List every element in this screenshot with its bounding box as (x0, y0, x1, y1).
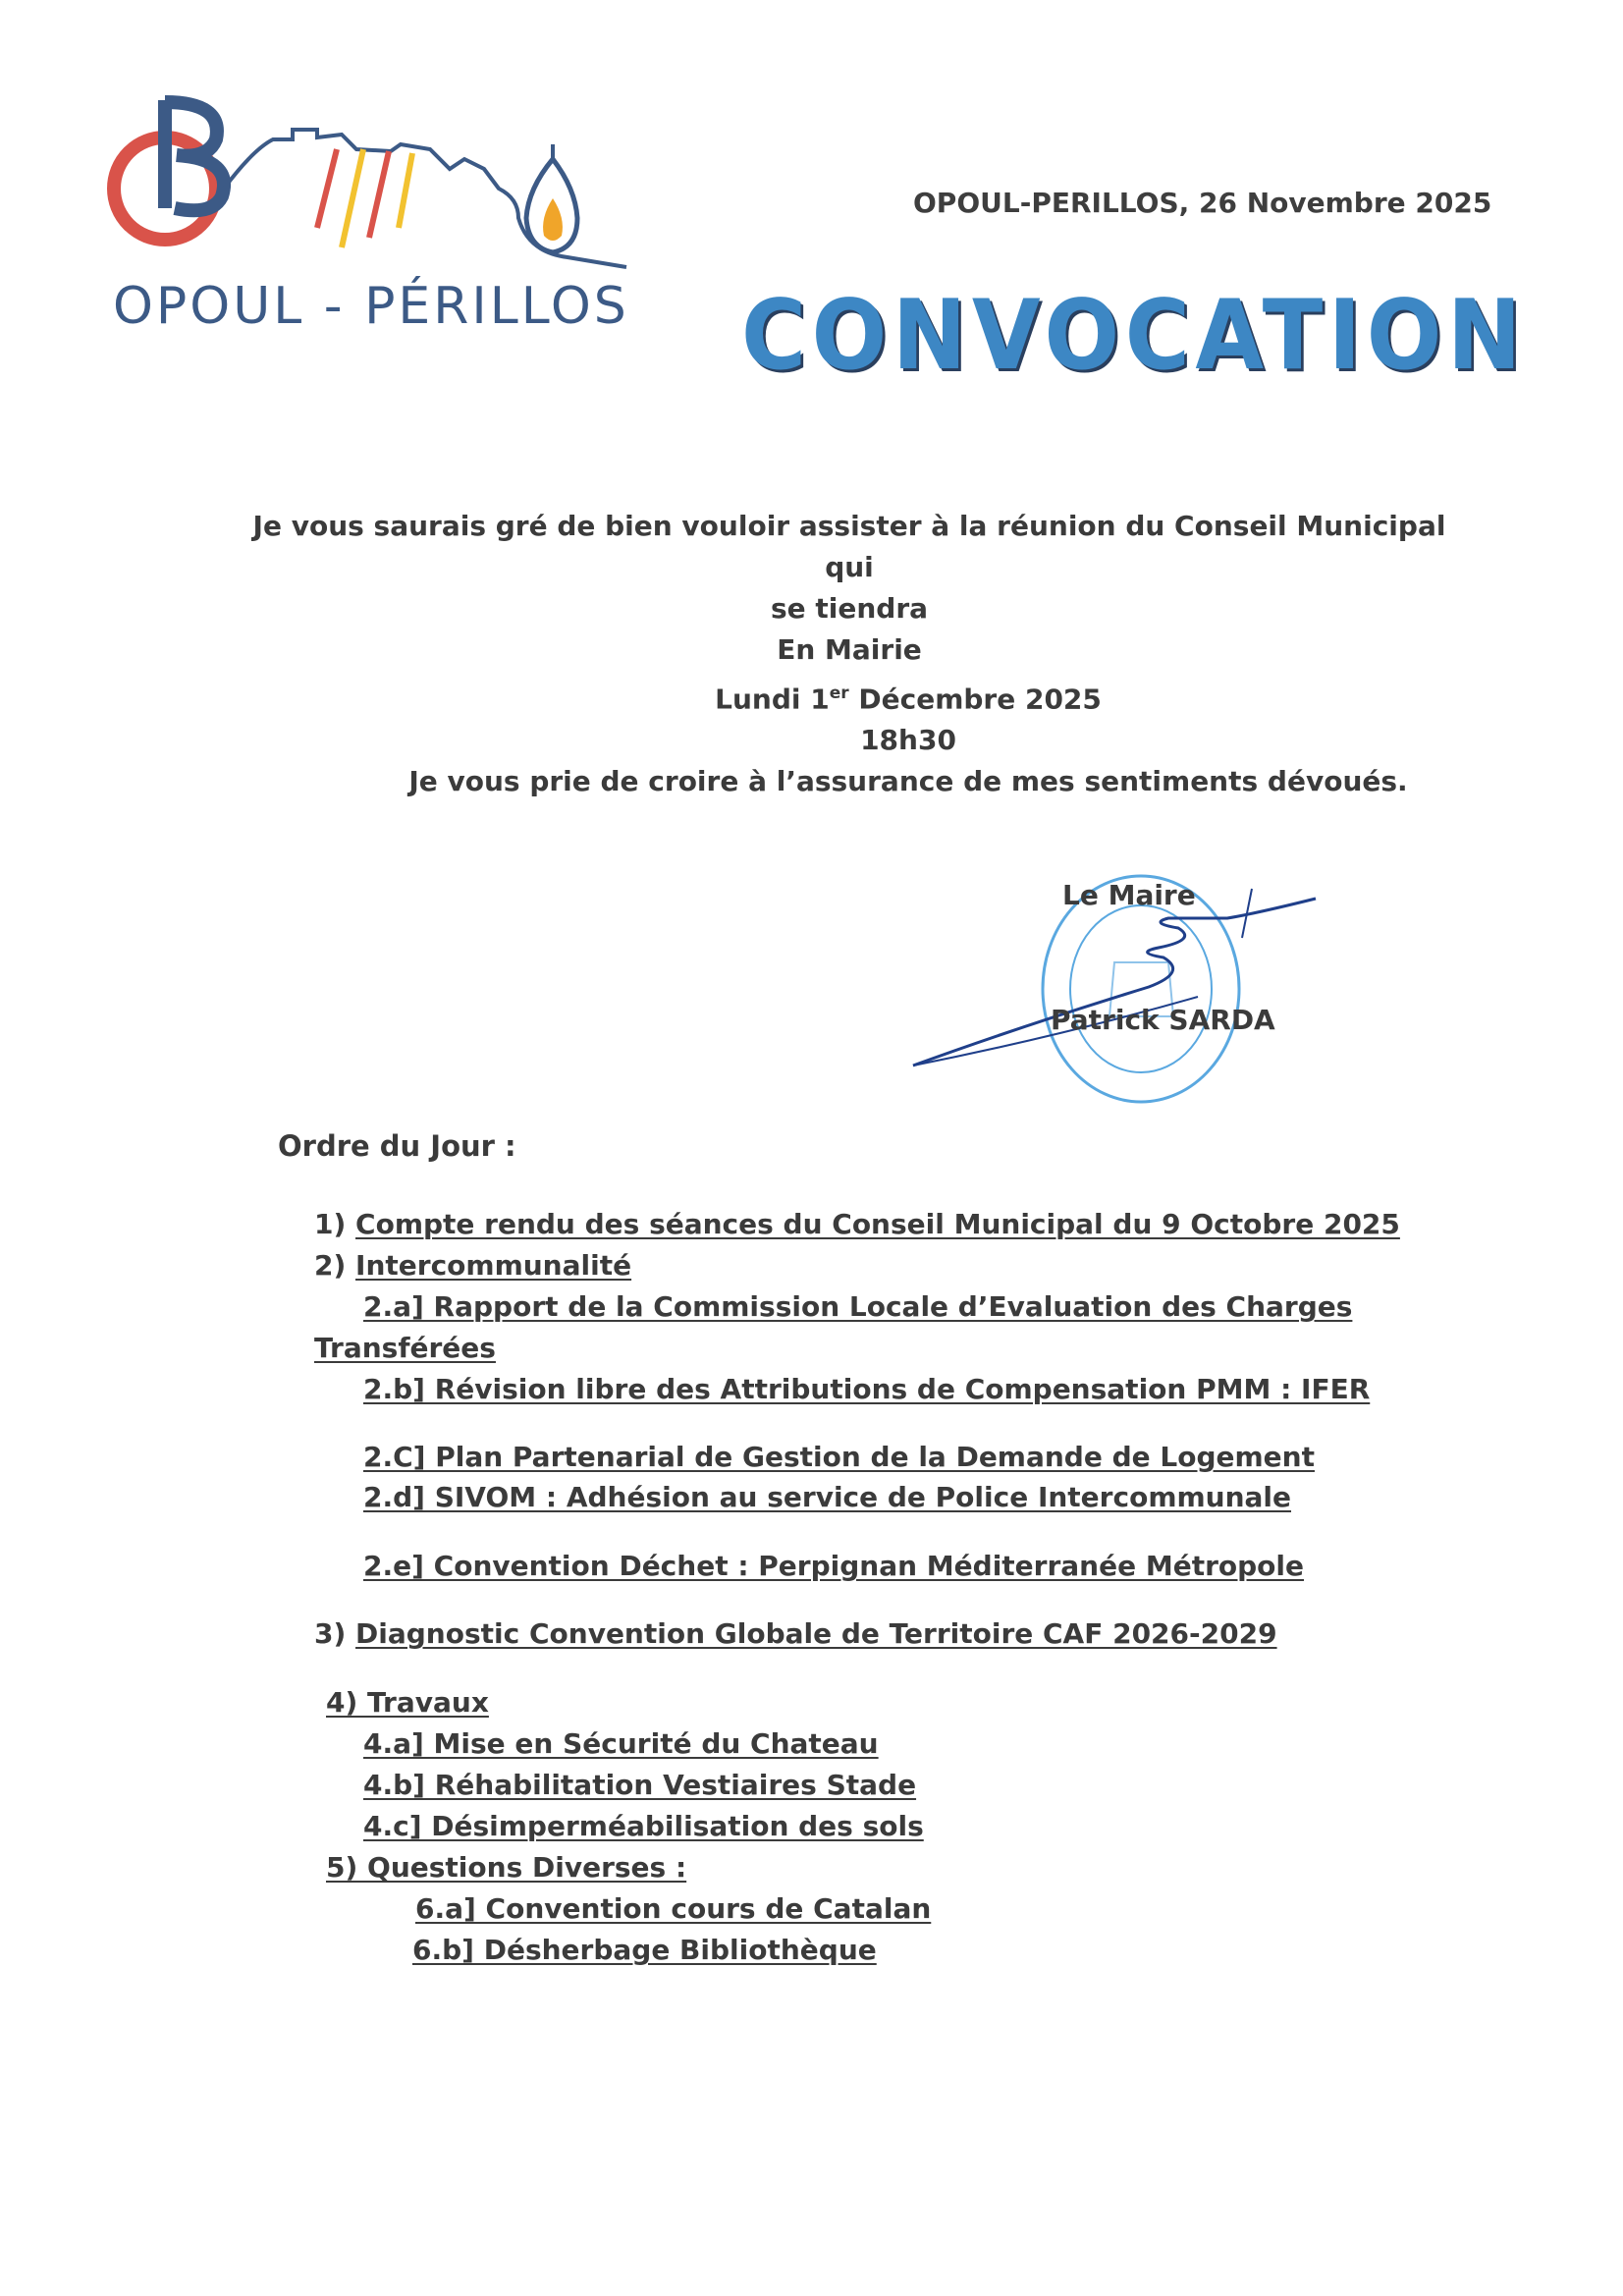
mayor-title: Le Maire (1062, 879, 1196, 911)
agenda-item-4a: 4.a] Mise en Sécurité du Chateau (363, 1727, 879, 1760)
logo-stripe-yellow-2 (399, 153, 412, 228)
mayor-name: Patrick SARDA (1051, 1004, 1275, 1036)
document-title: CONVOCATION (741, 280, 1527, 392)
date-line: OPOUL-PERILLOS, 26 Novembre 2025 (913, 187, 1492, 219)
agenda-item-4b: 4.b] Réhabilitation Vestiaires Stade (363, 1769, 917, 1801)
meeting-details (245, 673, 1571, 802)
intro-paragraph (245, 506, 1453, 671)
agenda-item-2: 2) Intercommunalité (314, 1249, 632, 1282)
logo-stripe-red-2 (369, 151, 389, 238)
agenda-item-4: 4) Travaux (326, 1686, 489, 1719)
logo-stripe-red (317, 149, 337, 228)
logo-flame (543, 198, 563, 241)
logo-stripe-yellow (342, 149, 363, 247)
agenda-item-2a-cont: Transférées (314, 1332, 496, 1364)
meeting-time: 18h30 (860, 724, 956, 757)
agenda-item-2a: 2.a] Rapport de la Commission Locale d’Evaluation des Charges (363, 1290, 1353, 1323)
logo-wordmark: OPOUL - PÉRILLOS (113, 277, 629, 336)
agenda-item-2d: 2.d] SIVOM : Adhésion au service de Police Intercommunale (363, 1481, 1292, 1513)
intro-line-1: Je vous saurais gré de bien vouloir assister à la réunion du Conseil Municipal qui (252, 510, 1446, 583)
meeting-date: Lundi 1er Décembre 2025 (715, 683, 1102, 716)
agenda-item-6a: 6.a] Convention cours de Catalan (415, 1892, 932, 1925)
intro-line-2: se tiendra (770, 592, 929, 625)
agenda-item-5: 5) Questions Diverses : (326, 1851, 687, 1884)
agenda-heading: Ordre du Jour : (278, 1129, 516, 1163)
agenda-item-1: 1) Compte rendu des séances du Conseil Municipal du 9 Octobre 2025 (314, 1208, 1400, 1240)
intro-line-3: En Mairie (777, 633, 922, 666)
agenda-item-2c: 2.C] Plan Partenarial de Gestion de la Demande de Logement (363, 1441, 1315, 1473)
agenda-item-3: 3) Diagnostic Convention Globale de Territoire CAF 2026-2029 (314, 1617, 1277, 1650)
closing-line: Je vous prie de croire à l’assurance de mes sentiments dévoués. (408, 765, 1408, 798)
agenda-item-4c: 4.c] Désimperméabilisation des sols (363, 1810, 924, 1842)
agenda-item-2b: 2.b] Révision libre des Attributions de Compensation PMM : IFER (363, 1373, 1371, 1405)
agenda-item-6b: 6.b] Désherbage Bibliothèque (412, 1934, 877, 1966)
agenda-item-2e: 2.e] Convention Déchet : Perpignan Méditerranée Métropole (363, 1550, 1304, 1582)
